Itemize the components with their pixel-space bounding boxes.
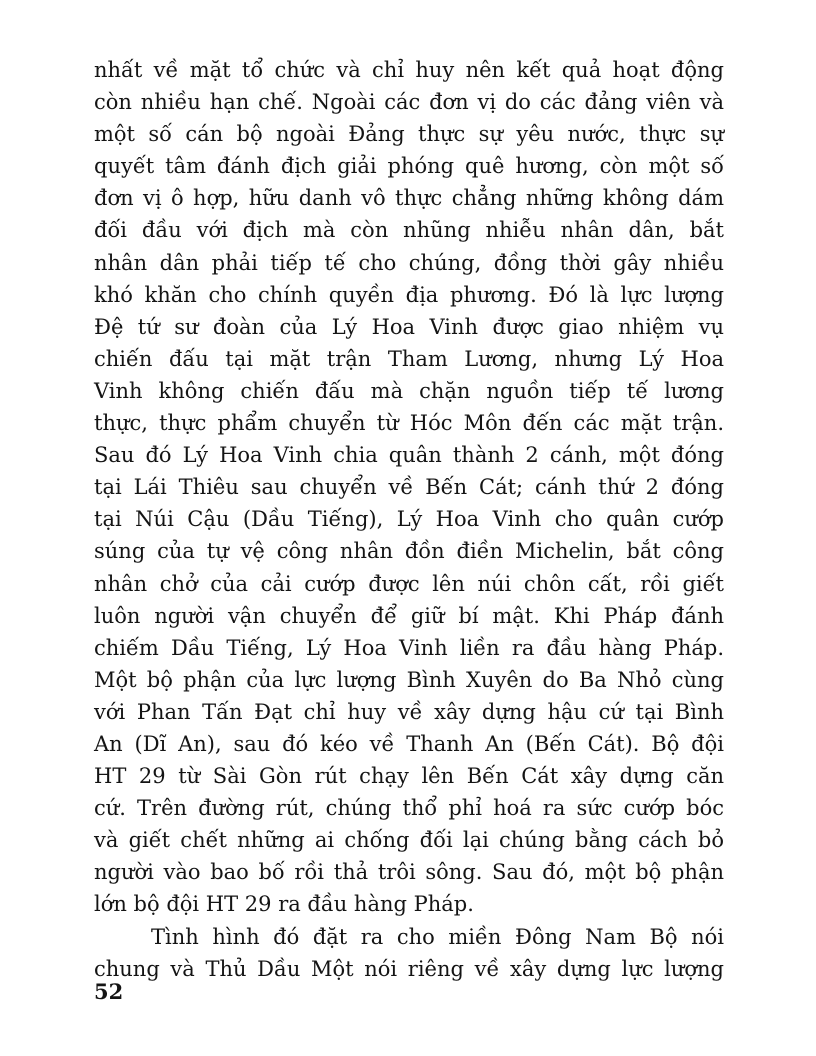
text-line: nhất về mặt tổ chức và chỉ huy nên kết quả hoạt động — [94, 58, 724, 82]
text-line: Vinh không chiến đấu mà chặn nguồn tiếp tế lương — [94, 378, 724, 403]
text-line: khó khăn cho chính quyền địa phương. Đó là lực lượng — [94, 282, 724, 307]
text-line: chiếm Dầu Tiếng, Lý Hoa Vinh liền ra đầu hàng Pháp. — [94, 635, 724, 660]
text-line: và giết chết những ai chống đối lại chúng bằng cách bỏ — [94, 828, 724, 853]
text-line: HT 29 từ Sài Gòn rút chạy lên Bến Cát xây dựng căn — [94, 764, 724, 789]
text-line: tại Lái Thiêu sau chuyển về Bến Cát; cánh thứ 2 đóng — [94, 475, 724, 500]
text-line: Một bộ phận của lực lượng Bình Xuyên do Ba Nhỏ cùng — [94, 667, 724, 692]
text-line: cứ. Trên đường rút, chúng thổ phỉ hoá ra sức cướp bóc — [94, 796, 724, 821]
text-line: An (Dĩ An), sau đó kéo về Thanh An (Bến Cát). Bộ đội — [94, 731, 724, 756]
text-line: với Phan Tấn Đạt chỉ huy về xây dựng hậu cứ tại Bình — [94, 699, 724, 724]
text-line: chiến đấu tại mặt trận Tham Lương, nhưng Lý Hoa — [94, 346, 724, 371]
text-line: luôn người vận chuyển để giữ bí mật. Khi Pháp đánh — [94, 603, 724, 628]
body-text — [94, 54, 724, 985]
text-line: tại Núi Cậu (Dầu Tiếng), Lý Hoa Vinh cho quân cướp — [94, 507, 724, 532]
text-line: nhân dân phải tiếp tế cho chúng, đồng thời gây nhiều — [94, 250, 724, 275]
text-line: nhân chở của cải cướp được lên núi chôn cất, rồi giết — [94, 571, 724, 596]
text-line: lớn bộ đội HT 29 ra đầu hàng Pháp. — [94, 892, 474, 917]
page-number: 52 — [94, 979, 124, 1004]
text-line: một số cán bộ ngoài Đảng thực sự yêu nước, thực sự — [94, 122, 724, 147]
text-line: súng của tự vệ công nhân đồn điền Michelin, bắt công — [94, 539, 724, 564]
text-line: đơn vị ô hợp, hữu danh vô thực chẳng những không dám — [94, 186, 724, 211]
text-line: thực, thực phẩm chuyển từ Hóc Môn đến các mặt trận. — [94, 411, 724, 436]
text-line: quyết tâm đánh địch giải phóng quê hương, còn một số — [94, 154, 724, 179]
text-line: còn nhiều hạn chế. Ngoài các đơn vị do các đảng viên và — [94, 90, 724, 115]
text-line: Đệ tứ sư đoàn của Lý Hoa Vinh được giao nhiệm vụ — [94, 314, 724, 339]
text-line: đối đầu với địch mà còn nhũng nhiễu nhân dân, bắt — [94, 218, 724, 243]
text-line: Tình hình đó đặt ra cho miền Đông Nam Bộ nói — [151, 924, 724, 949]
text-line: chung và Thủ Dầu Một nói riêng về xây dựng lực lượng — [94, 956, 724, 981]
text-line: Sau đó Lý Hoa Vinh chia quân thành 2 cánh, một đóng — [94, 443, 724, 468]
text-line: người vào bao bố rồi thả trôi sông. Sau đó, một bộ phận — [94, 860, 724, 885]
